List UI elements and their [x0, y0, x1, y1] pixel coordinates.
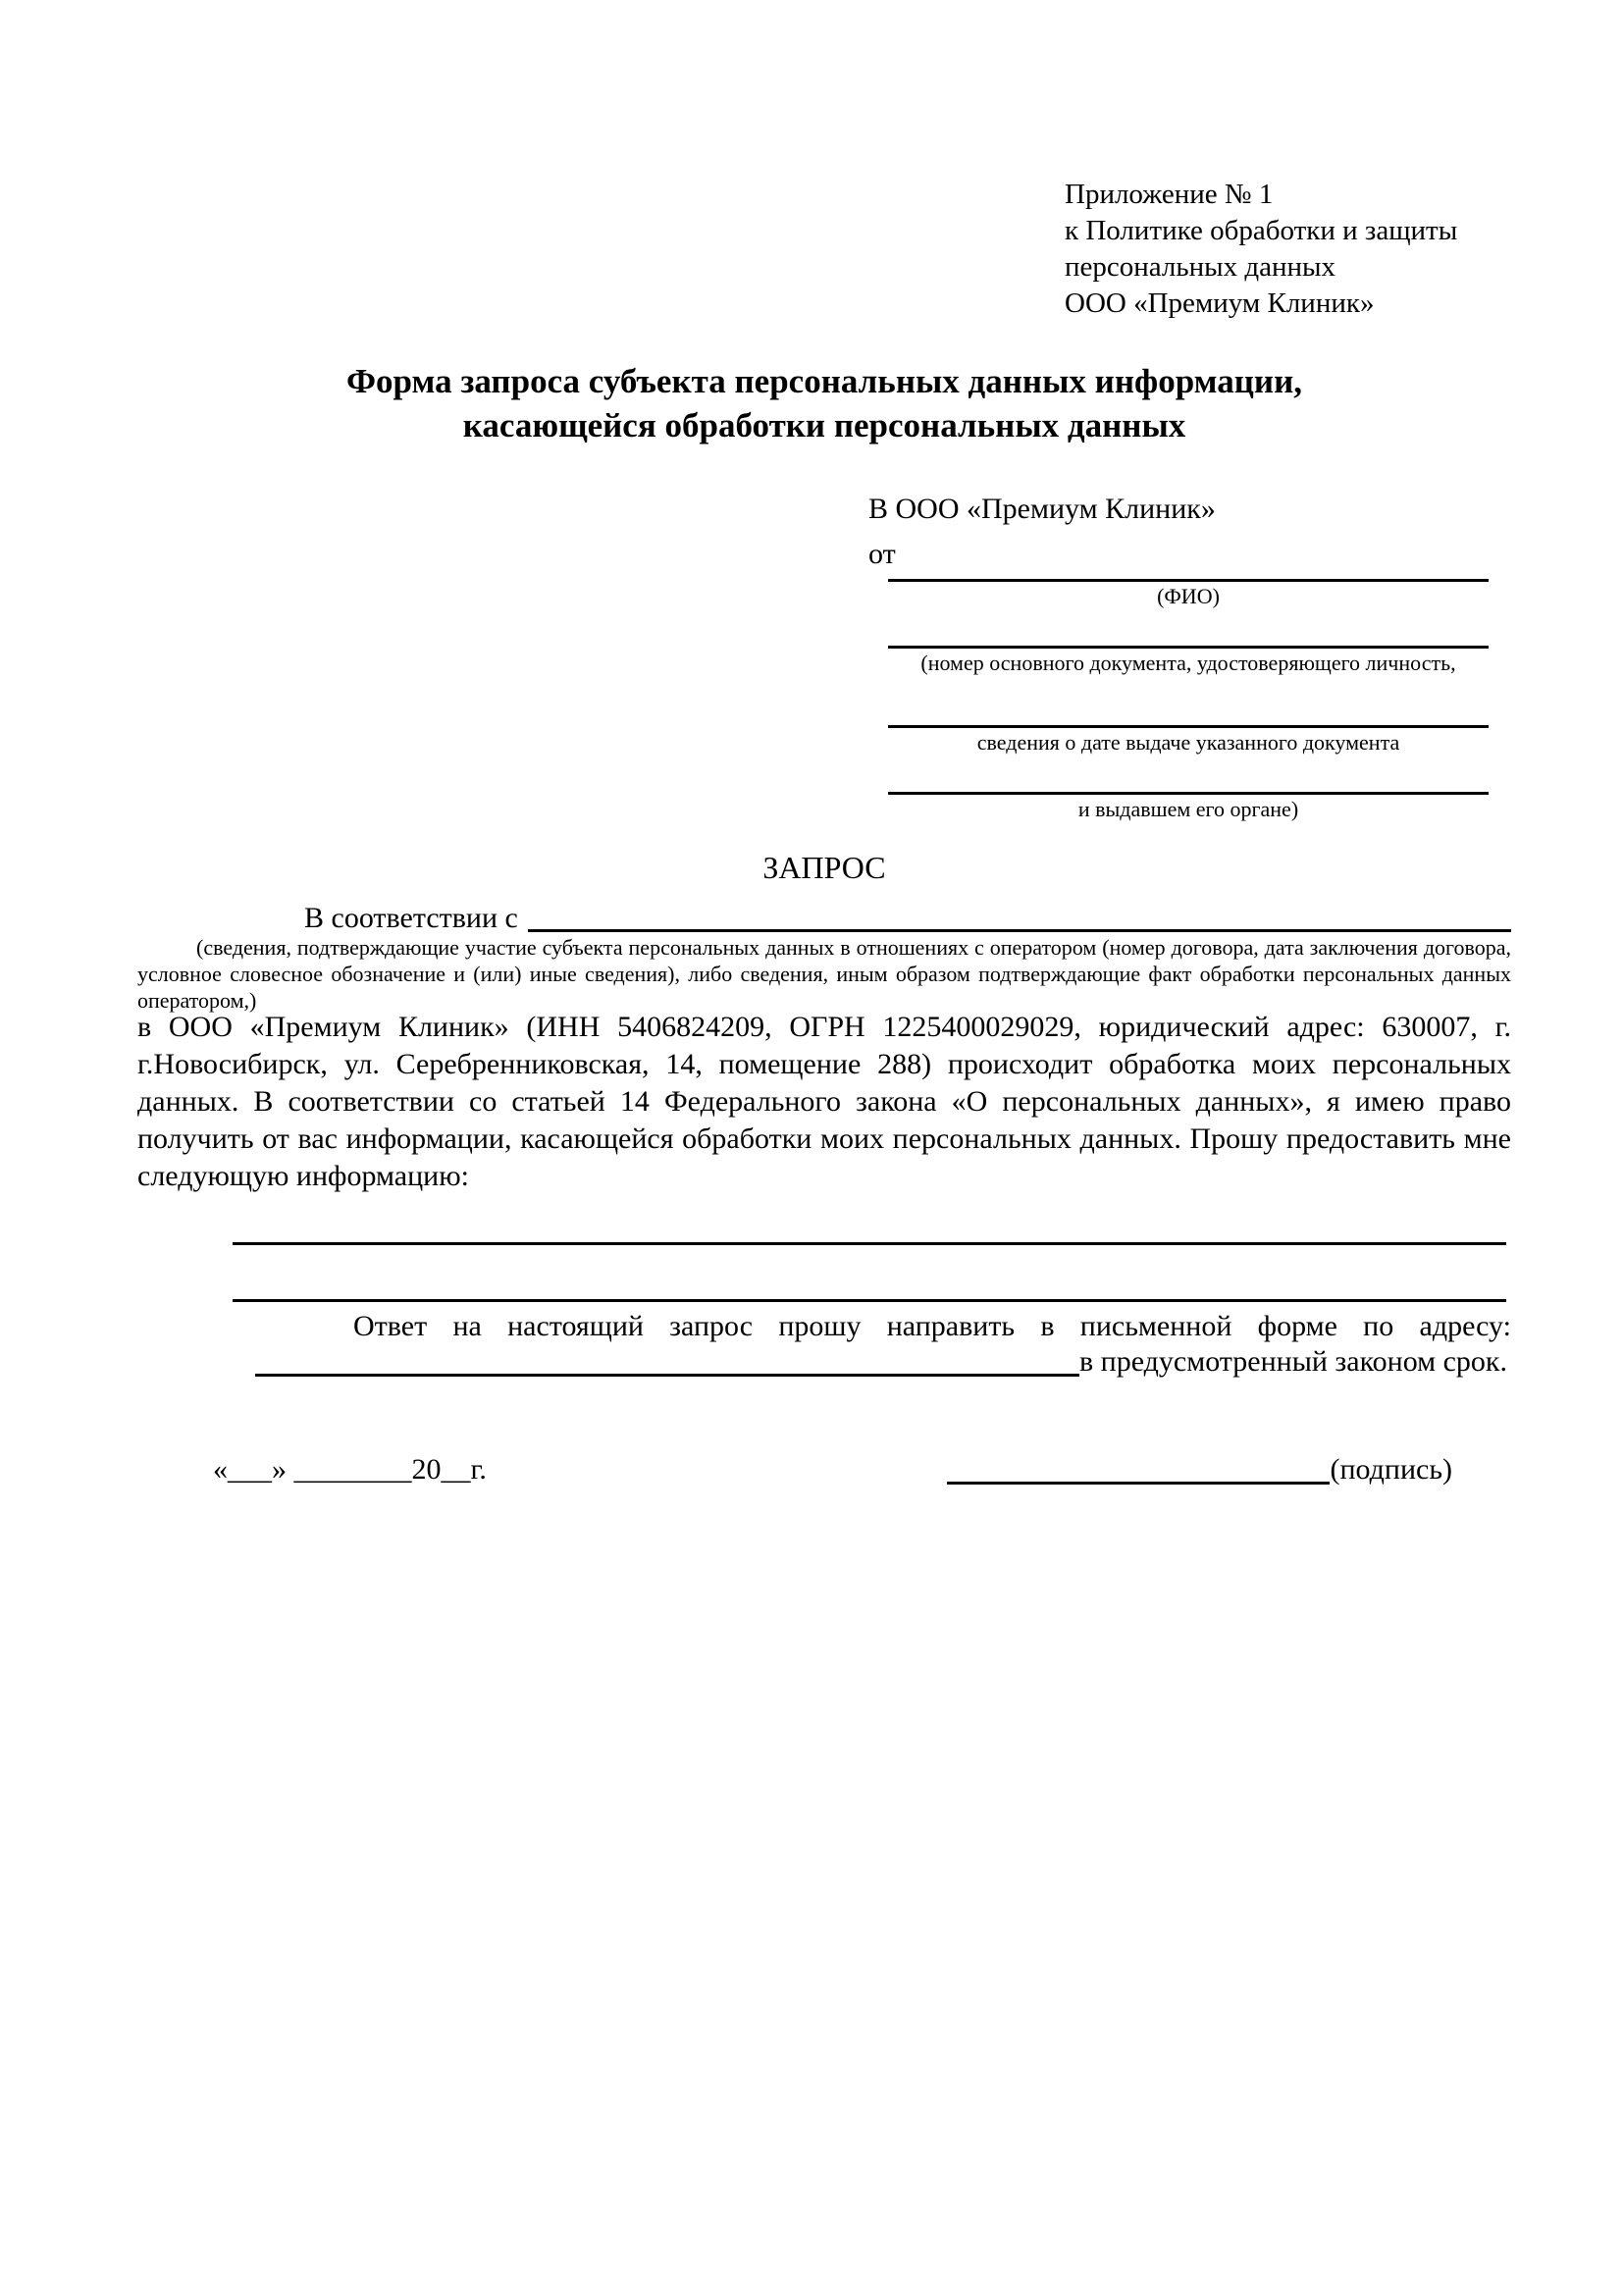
address-row — [255, 1342, 1507, 1382]
basis-note: (сведения, подтверждающие участие субъекта персональных данных в отношениях с оператором (номер договора, дата заключения договора, условное словесное обозначение и (или) иные сведения), либо сведения, иным образом подтверждающие факт обработки персональных данных оператором,) — [137, 935, 1511, 1013]
document-number-caption: (номер основного документа, удостоверяющего личность, — [920, 651, 1456, 675]
applicant-fields — [888, 549, 1489, 822]
appendix-header-line: персональных данных — [1065, 251, 1336, 283]
request-body: в ООО «Премиум Клиник» (ИНН 5406824209, ОГРН 1225400029029, юридический адрес: 630007, г. г.Новосибирск, ул. Серебренниковская, 14, помещение 288) происходит обработка моих персональных данных. В соответствии со статьей 14 Федерального закона «О персональных данных», я имею право получить от вас информации, касающейся обработки моих персональных данных. Прошу предоставить мне следующую информацию: — [137, 1011, 1511, 1192]
addressee-from: от — [868, 538, 896, 570]
signature-group — [947, 1450, 1452, 1489]
info-blank-line-2 — [233, 1299, 1506, 1302]
document-title-line: касающейся обработки персональных данных — [462, 406, 1186, 444]
appendix-header-line: ООО «Премиум Клиник» — [1065, 287, 1375, 319]
request-heading: ЗАПРОС — [762, 850, 886, 885]
basis-input-line — [528, 929, 1511, 932]
fio-caption: (ФИО) — [1157, 584, 1220, 608]
appendix-header — [1065, 177, 1457, 322]
reply-tail: в предусмотренный законом срок. — [1079, 1345, 1507, 1378]
footer-row — [213, 1450, 1452, 1489]
appendix-header-line: Приложение № 1 — [1065, 179, 1274, 210]
basis-label: В соответствии с — [304, 902, 518, 934]
signature-caption: (подпись) — [1330, 1453, 1452, 1486]
address-input-line — [255, 1374, 1079, 1377]
issuing-authority-caption: и выдавшем его органе) — [1077, 797, 1299, 821]
date-field: «___» ________20__г. — [213, 1453, 487, 1486]
document-title — [137, 359, 1511, 447]
appendix-header-line: к Политике обработки и защиты — [1065, 215, 1458, 246]
basis-row — [137, 899, 1511, 938]
issue-date-line — [888, 676, 1489, 728]
reply-instruction: Ответ на настоящий запрос прошу направить в письменной форме по адресу: — [353, 1310, 1511, 1342]
addressee-to: В ООО «Премиум Клиник» — [868, 493, 1216, 525]
document-number-line — [888, 609, 1489, 649]
issuing-authority-line — [888, 756, 1489, 795]
info-blank-line-1 — [233, 1242, 1506, 1245]
signature-line — [947, 1482, 1330, 1485]
fio-input-line — [888, 549, 1489, 582]
issue-date-caption: сведения о дате выдаче указанного документа — [976, 730, 1400, 755]
document-title-line: Форма запроса субъекта персональных данных информации, — [345, 362, 1303, 400]
